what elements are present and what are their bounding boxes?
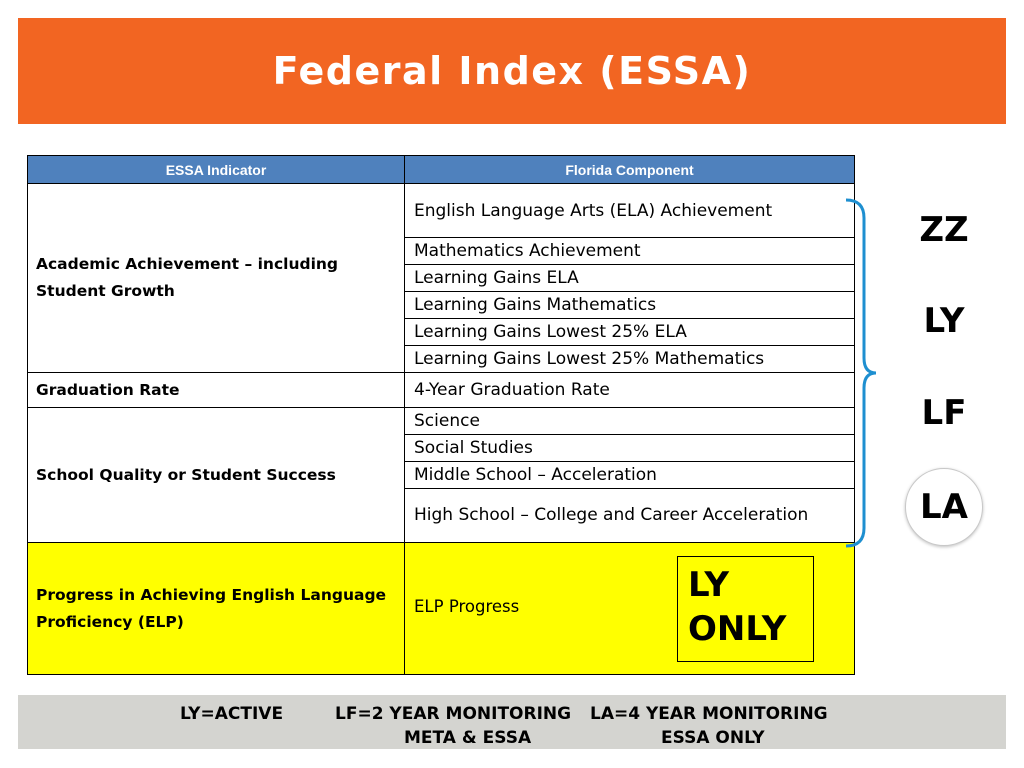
header-essa-indicator: ESSA Indicator bbox=[28, 156, 405, 184]
component-learning-gains-math: Learning Gains Mathematics bbox=[405, 292, 855, 319]
component-science: Science bbox=[405, 408, 855, 435]
legend-lf-scope: META & ESSA bbox=[404, 728, 532, 748]
status-code-la-circle bbox=[905, 468, 983, 546]
legend-lf-monitoring: LF=2 YEAR MONITORING bbox=[335, 704, 572, 724]
indicator-graduation-rate: Graduation Rate bbox=[28, 373, 405, 408]
title-bar bbox=[18, 18, 1006, 124]
indicator-elp: Progress in Achieving English Language Proficiency (ELP) bbox=[28, 543, 405, 675]
component-learning-gains-ela: Learning Gains ELA bbox=[405, 265, 855, 292]
status-code-zz: ZZ bbox=[919, 210, 969, 250]
component-middle-school-acceleration: Middle School – Acceleration bbox=[405, 462, 855, 489]
legend-ly-active: LY=ACTIVE bbox=[180, 704, 284, 724]
component-graduation-rate: 4-Year Graduation Rate bbox=[405, 373, 855, 408]
table-header-row bbox=[28, 156, 855, 184]
status-code-lf: LF bbox=[921, 393, 967, 433]
status-code-la: LA bbox=[920, 487, 968, 527]
callout-line-1: LY bbox=[688, 565, 729, 605]
callout-line-2: ONLY bbox=[688, 609, 787, 649]
legend-la-monitoring: LA=4 YEAR MONITORING bbox=[590, 704, 828, 724]
header-florida-component: Florida Component bbox=[405, 156, 855, 184]
table-row bbox=[28, 373, 855, 408]
table-row bbox=[28, 408, 855, 435]
curly-brace-icon bbox=[842, 196, 882, 550]
legend-la-scope: ESSA ONLY bbox=[661, 728, 765, 748]
indicator-school-quality: School Quality or Student Success bbox=[28, 408, 405, 543]
ly-only-callout bbox=[677, 556, 814, 662]
component-lowest-25-math: Learning Gains Lowest 25% Mathematics bbox=[405, 346, 855, 373]
component-elp-progress: ELP Progress bbox=[414, 597, 520, 616]
status-code-ly: LY bbox=[923, 301, 965, 341]
page-title: Federal Index (ESSA) bbox=[272, 49, 752, 93]
component-high-school-acceleration: High School – College and Career Acceleration bbox=[405, 489, 855, 543]
legend-bar bbox=[18, 695, 1006, 749]
component-ela-achievement: English Language Arts (ELA) Achievement bbox=[405, 184, 855, 238]
component-lowest-25-ela: Learning Gains Lowest 25% ELA bbox=[405, 319, 855, 346]
component-math-achievement: Mathematics Achievement bbox=[405, 238, 855, 265]
component-social-studies: Social Studies bbox=[405, 435, 855, 462]
curly-brace-path bbox=[846, 200, 876, 546]
table-row bbox=[28, 184, 855, 238]
indicator-academic-achievement: Academic Achievement – including Student Growth bbox=[28, 184, 405, 373]
